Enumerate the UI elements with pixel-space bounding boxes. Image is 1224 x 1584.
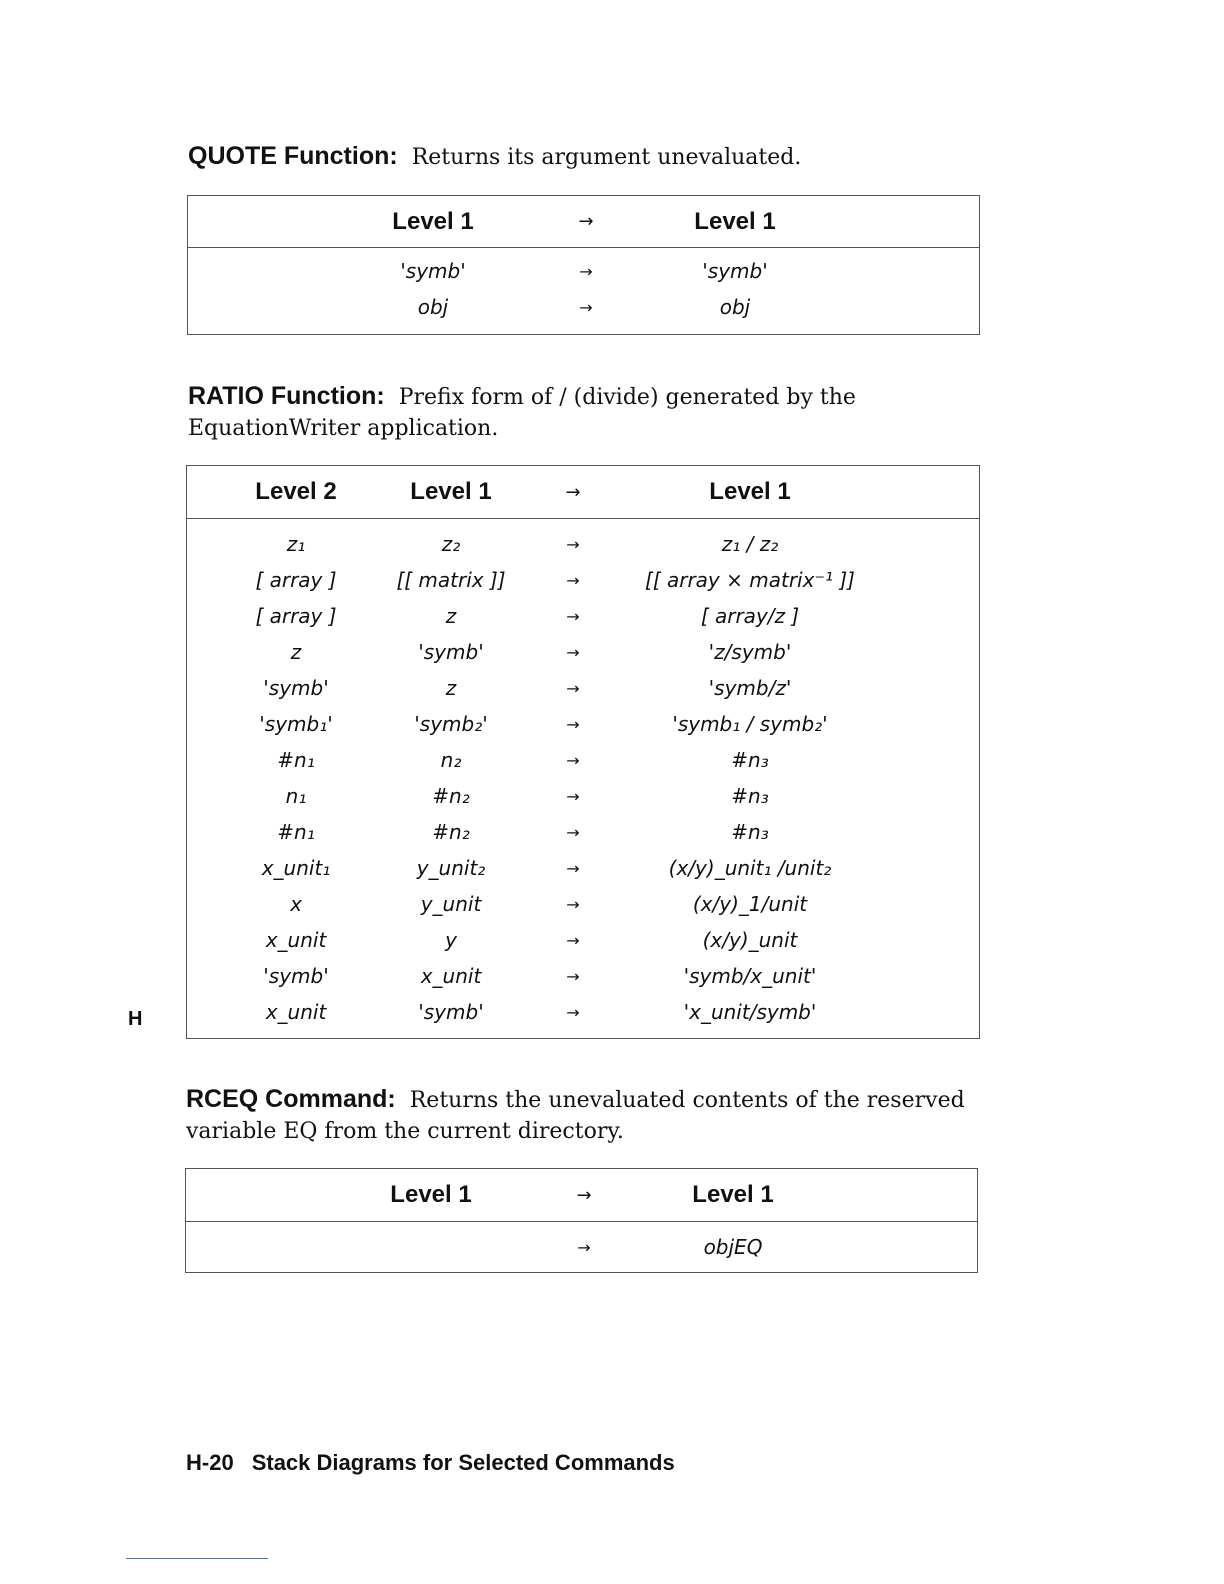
footer-title: Stack Diagrams for Selected Commands <box>251 1450 675 1475</box>
quote-label: QUOTE Function: <box>188 142 398 170</box>
ratio-l2-cell: #n₁ <box>277 820 315 844</box>
ratio-l2-cell: x_unit₁ <box>261 856 331 880</box>
ratio-l1-cell: y_unit <box>420 892 482 916</box>
ratio-l1-cell: #n₂ <box>432 820 470 844</box>
ratio-table-header <box>187 466 979 519</box>
arrow-cell: → <box>566 714 580 734</box>
table-row <box>187 526 979 562</box>
ratio-l2-cell: 'symb' <box>263 964 329 988</box>
quote-header-out: Level 1 <box>694 207 776 235</box>
table-row <box>187 706 979 742</box>
ratio-out-cell: 'symb₁ / symb₂' <box>672 712 828 736</box>
rceq-header-out: Level 1 <box>692 1181 774 1208</box>
arrow-cell: → <box>566 1002 580 1022</box>
table-row <box>187 886 979 922</box>
ratio-out-cell: #n₃ <box>731 820 769 844</box>
ratio-table <box>186 465 980 1039</box>
rceq-description-1: Returns the unevaluated contents of the reserved <box>409 1088 965 1113</box>
rceq-table-body <box>186 1222 977 1265</box>
quote-table <box>187 195 980 335</box>
table-row <box>187 922 979 958</box>
quote-header-in: Level 1 <box>392 207 474 235</box>
arrow-cell: → <box>566 894 580 914</box>
ratio-out-cell: #n₃ <box>731 748 769 772</box>
ratio-l1-cell: [[ matrix ]] <box>396 568 506 592</box>
quote-in-cell: obj <box>417 295 449 319</box>
ratio-header-out: Level 1 <box>709 478 791 505</box>
quote-out-cell: 'symb' <box>702 259 768 283</box>
ratio-l2-cell: z <box>290 640 302 664</box>
ratio-l2-cell: x_unit <box>265 1000 327 1024</box>
ratio-l1-cell: #n₂ <box>432 784 470 808</box>
ratio-out-cell: [[ array × matrix⁻¹ ]] <box>645 568 855 592</box>
ratio-l1-cell: 'symb' <box>418 640 484 664</box>
arrow-cell: → <box>566 678 580 698</box>
table-row <box>187 742 979 778</box>
rceq-description-2: variable EQ from the current directory. <box>186 1119 624 1144</box>
arrow-cell: → <box>566 606 580 626</box>
table-row <box>186 1229 977 1265</box>
ratio-l1-cell: 'symb' <box>418 1000 484 1024</box>
ratio-l2-cell: [ array ] <box>255 604 337 628</box>
table-row <box>187 562 979 598</box>
ratio-l1-cell: z₂ <box>441 532 461 556</box>
ratio-description-1: Prefix form of / (divide) generated by the <box>398 385 856 410</box>
table-row <box>187 994 979 1030</box>
ratio-l2-cell: 'symb' <box>263 676 329 700</box>
rceq-label: RCEQ Command: <box>186 1085 396 1113</box>
ratio-heading <box>188 381 856 444</box>
ratio-l1-cell: n₂ <box>440 748 462 772</box>
rceq-out-cell: objEQ <box>703 1235 763 1259</box>
table-row <box>187 814 979 850</box>
arrow-cell: → <box>566 534 580 554</box>
page-number: H-20 <box>186 1450 234 1475</box>
quote-description: Returns its argument unevaluated. <box>411 145 802 170</box>
ratio-out-cell: (x/y)_unit₁ /unit₂ <box>668 856 832 880</box>
quote-heading <box>188 141 801 173</box>
rceq-table-header <box>186 1169 977 1222</box>
table-row <box>187 958 979 994</box>
arrow-cell: → <box>566 822 580 842</box>
table-row <box>187 670 979 706</box>
table-row <box>187 778 979 814</box>
arrow-cell: → <box>566 642 580 662</box>
appendix-marker: H <box>128 1008 143 1030</box>
ratio-out-cell: 'symb/x_unit' <box>683 964 817 988</box>
quote-in-cell: 'symb' <box>400 259 466 283</box>
ratio-out-cell: 'z/symb' <box>708 640 792 664</box>
table-row <box>187 850 979 886</box>
rceq-table <box>185 1168 978 1273</box>
ratio-out-cell: #n₃ <box>731 784 769 808</box>
rceq-header-in: Level 1 <box>390 1181 472 1208</box>
quote-header-arrow: → <box>578 211 594 232</box>
arrow-cell: → <box>577 1237 591 1257</box>
table-row <box>187 634 979 670</box>
footer-rule <box>126 1558 268 1559</box>
arrow-cell: → <box>566 786 580 806</box>
ratio-l2-cell: x <box>290 892 302 916</box>
ratio-out-cell: (x/y)_1/unit <box>692 892 808 916</box>
ratio-table-body <box>187 519 979 1030</box>
ratio-l2-cell: n₁ <box>285 784 307 808</box>
ratio-l1-cell: 'symb₂' <box>414 712 488 736</box>
table-row <box>187 598 979 634</box>
ratio-l2-cell: z₁ <box>286 532 306 556</box>
ratio-header-l2: Level 2 <box>255 478 337 505</box>
ratio-l2-cell: x_unit <box>265 928 327 952</box>
ratio-l2-cell: #n₁ <box>277 748 315 772</box>
ratio-header-l1: Level 1 <box>410 478 492 505</box>
quote-table-body <box>188 248 979 325</box>
ratio-l1-cell: z <box>445 676 457 700</box>
ratio-l1-cell: x_unit <box>420 964 482 988</box>
ratio-description-2: EquationWriter application. <box>188 416 499 441</box>
ratio-out-cell: 'x_unit/symb' <box>683 1000 817 1024</box>
ratio-l1-cell: y <box>445 928 457 952</box>
page-footer <box>186 1450 675 1476</box>
arrow-cell: → <box>566 930 580 950</box>
arrow-cell: → <box>566 858 580 878</box>
ratio-l1-cell: z <box>445 604 457 628</box>
table-row <box>188 289 979 325</box>
ratio-l2-cell: 'symb₁' <box>259 712 333 736</box>
arrow-cell: → <box>579 261 593 281</box>
ratio-out-cell: 'symb/z' <box>708 676 792 700</box>
ratio-out-cell: (x/y)_unit <box>702 928 798 952</box>
arrow-cell: → <box>579 297 593 317</box>
ratio-out-cell: z₁ / z₂ <box>721 532 779 556</box>
ratio-l1-cell: y_unit₂ <box>416 856 486 880</box>
ratio-l2-cell: [ array ] <box>255 568 337 592</box>
rceq-header-arrow: → <box>576 1184 592 1206</box>
ratio-header-arrow: → <box>565 481 581 503</box>
ratio-label: RATIO Function: <box>188 382 385 410</box>
quote-table-header <box>188 196 979 248</box>
quote-out-cell: obj <box>719 295 751 319</box>
arrow-cell: → <box>566 750 580 770</box>
arrow-cell: → <box>566 570 580 590</box>
ratio-out-cell: [ array/z ] <box>700 604 800 628</box>
rceq-heading <box>186 1084 965 1147</box>
arrow-cell: → <box>566 966 580 986</box>
table-row <box>188 253 979 289</box>
